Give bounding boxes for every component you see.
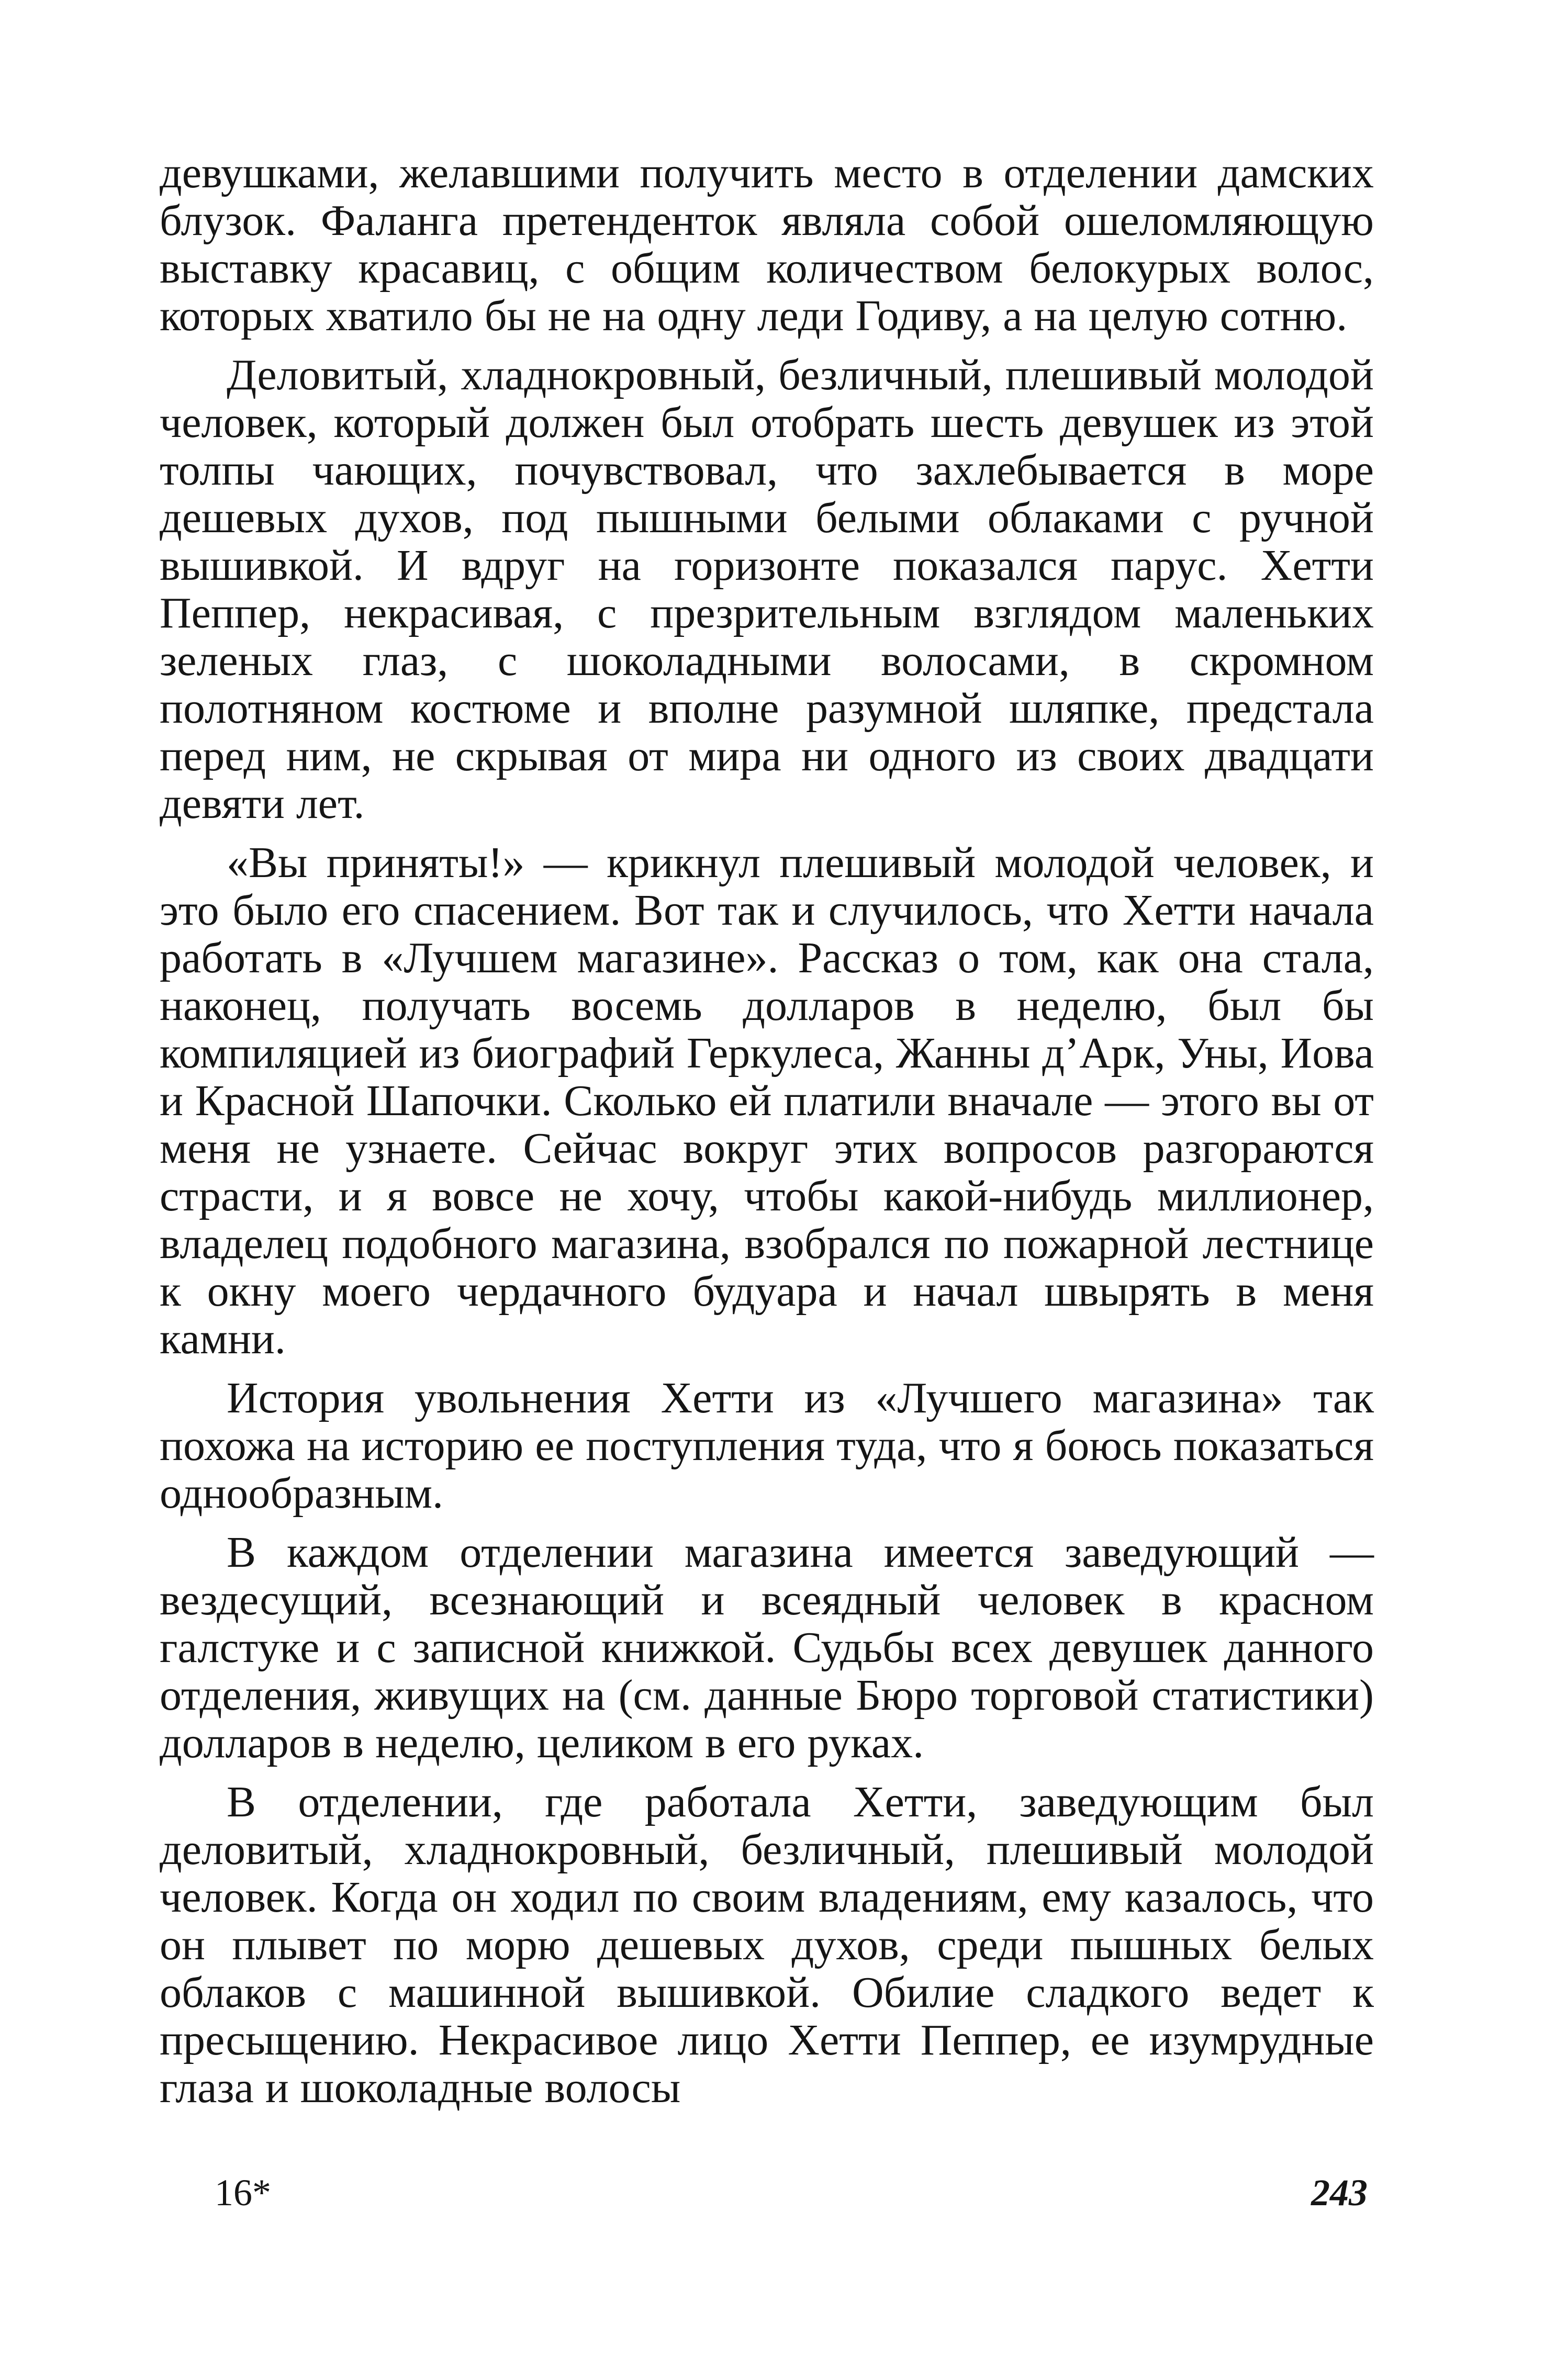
signature-mark: 16*	[215, 2172, 271, 2214]
paragraph-5: В каждом отделении магазина имеется заведующий — вездесущий, всезнающий и всеядный человек в красном галстуке и с записной книжкой. Судьбы всех девушек данного отделения, живущих на (см. данные Бюро торговой статистики) долларов в неделю, целиком в его руках.	[160, 1528, 1374, 1767]
paragraph-3: «Вы приняты!» — крикнул плешивый молодой человек, и это было его спасением. Вот так и случилось, что Хетти начала работать в «Лучшем магазине». Рассказ о том, как она стала, наконец, получать восемь долларов в неделю, был бы компиляцией из биографий Геркулеса, Жанны д’Арк, Уны, Иова и Красной Шапочки. Сколько ей платили вначале — этого вы от меня не узнаете. Сейчас вокруг этих вопросов разгораются страсти, и я вовсе не хочу, чтобы какой-нибудь миллионер, владелец подобного магазина, взобрался по пожарной лестнице к окну моего чердачного будуара и начал швырять в меня камни.	[160, 838, 1374, 1363]
paragraph-2: Деловитый, хладнокровный, безличный, плешивый молодой человек, который должен был отобрать шесть девушек из этой толпы чающих, почувствовал, что захлебывается в море дешевых духов, под пышными белыми облаками с ручной вышивкой. И вдруг на горизонте показался парус. Хетти Пеппер, некрасивая, с презрительным взглядом маленьких зеленых глаз, с шоколадными волосами, в скромном полотняном костюме и вполне разумной шляпке, предстала перед ним, не скрывая от мира ни одного из своих двадцати девяти лет.	[160, 351, 1374, 828]
page-text-block	[160, 149, 1374, 2112]
page-number: 243	[1311, 2172, 1368, 2214]
paragraph-4: История увольнения Хетти из «Лучшего магазина» так похожа на историю ее поступления туда, что я боюсь показаться однообразным.	[160, 1374, 1374, 1518]
paragraph-6: В отделении, где работала Хетти, заведующим был деловитый, хладнокровный, безличный, плешивый молодой человек. Когда он ходил по своим владениям, ему казалось, что он плывет по морю дешевых духов, среди пышных белых облаков с машинной вышивкой. Обилие сладкого ведет к пресыщению. Некрасивое лицо Хетти Пеппер, ее изумрудные глаза и шоколадные волосы	[160, 1778, 1374, 2112]
paragraph-1: девушками, желавшими получить место в отделении дамских блузок. Фаланга претенденток являла собой ошеломляющую выставку красавиц, с общим количеством белокурых волос, которых хватило бы не на одну леди Годиву, а на целую сотню.	[160, 149, 1374, 340]
